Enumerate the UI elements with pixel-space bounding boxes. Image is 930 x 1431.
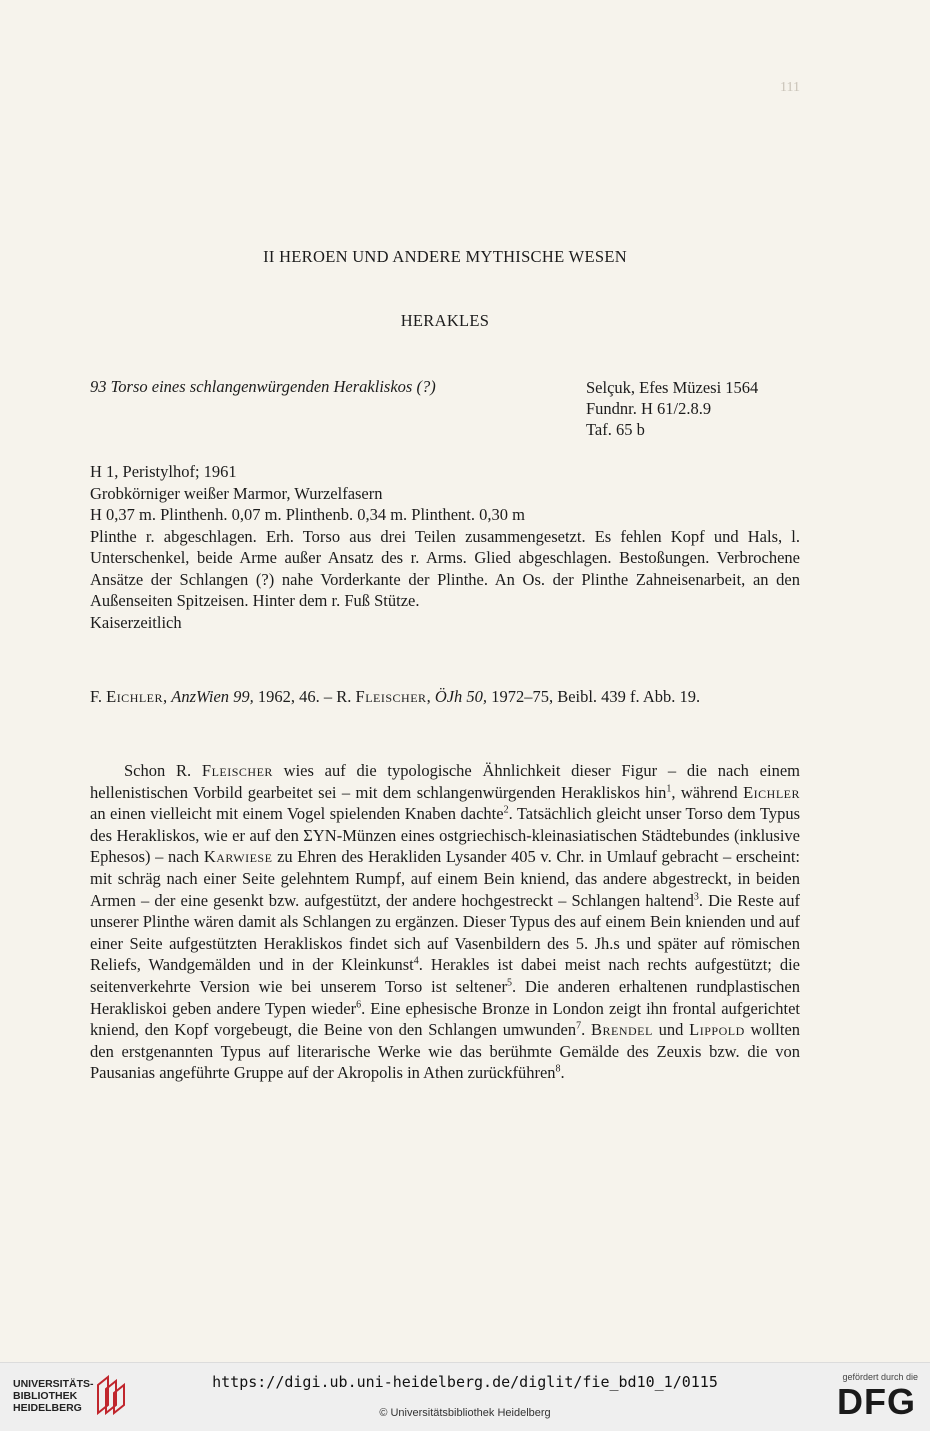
footnote-ref: 2	[503, 804, 509, 816]
funding-note: gefördert durch die	[842, 1372, 918, 1382]
footnote-ref: 8	[555, 1063, 561, 1075]
author-name: Karwiese	[203, 847, 273, 867]
ref-journal: AnzWien 99,	[171, 687, 254, 706]
author-name: Brendel	[591, 1020, 653, 1040]
condition-description: Plinthe r. abgeschlagen. Erh. Torso aus drei Teilen zusammengesetzt. Es fehlen Kopf und Hals, l. Unterschenkel, beide Arme außer Ansatz des r. Arms. Glied abgeschlagen. Bestoßungen. Verbrochene Ansätze der Schlangen (?) nahe Vorderkante der Plinthe. An Os. der Plinthe Zahneisenarbeit, an den Außenseiten Spitzeisen. Hinter dem r. Fuß Stütze.	[90, 526, 800, 610]
footnote-ref: 7	[576, 1020, 582, 1032]
logo-line: UNIVERSITÄTS-	[13, 1378, 94, 1390]
location-line: Selçuk, Efes Müzesi 1564	[586, 378, 759, 397]
ref-author: Eichler	[106, 687, 164, 706]
ref-text: ,	[163, 687, 172, 706]
entry-title: 93 Torso eines schlangenwürgenden Herakliskos (?)	[90, 377, 436, 396]
entry-location	[586, 377, 758, 440]
inventory-line: Fundnr. H 61/2.8.9	[586, 399, 712, 418]
author-name: Lippold	[689, 1020, 745, 1040]
ref-text: 1972–75, Beibl. 439 f. Abb. 19.	[487, 687, 701, 706]
dimensions-line: H 0,37 m. Plinthenh. 0,07 m. Plinthenb. 0,34 m. Plinthent. 0,30 m	[90, 505, 525, 524]
footnote-ref: 6	[356, 999, 362, 1011]
ref-author: Fleischer	[355, 687, 427, 706]
logo-line: BIBLIOTHEK	[13, 1390, 78, 1402]
author-name: Eichler	[743, 782, 800, 802]
ref-text: F.	[90, 687, 107, 706]
subsection-heading: HERAKLES	[400, 311, 490, 330]
commentary-paragraph: Schon R. Fleischer wies auf die typologische Ähnlichkeit dieser Figur – die nach einem hellenistischen Vorbild gearbeitet sei – mit dem schlangenwürgenden Herakliskos hin$^1$, während Eichler an einen vielleicht mit einem Vogel spielenden Knaben dachte$^2$. Tatsächlich gleicht unser Torso dem Typus des Herakliskos, wie er auf den ΣYN-Münzen eines ostgriechisch-kleinasiatischen Städtebundes (inklusive Ephesos) – nach Karwiese zu Ehren des Herakliden Lysander 405 v. Chr. in Umlauf gebracht – erscheint: mit schräg nach einer Seite gelehntem Rumpf, auf einem Bein kniend, das andere abgestreckt, in beiden Armen – der eine gesenkt bzw. aufgestützt, der andere hochgestreckt – Schlangen haltend$^3$. Die Reste auf unserer Plinthe wären damit als Schlangen zu ergänzen. Dieser Typus des auf einem Bein knienden und auf einer Seite aufgestützten Herakliskos findet sich auf Vasenbildern des 5. Jh.s und später auf römischen Reliefs, Wandgemälden und in der Kleinkunst$^4$. Herakles ist dabei meist nach rechts aufgestützt; die seitenverkehrte Version wie bei unserem Torso ist seltener$^5$. Die anderen erhaltenen rundplastischen Herakliskoi geben andere Typen wieder$^6$. Eine ephesische Bronze in London zeigt ihn frontal aufgerichtet kniend, den Kopf vorgebeugt, die Beine von den Schlangen umwunden$^7$. Brendel und Lippold wollten den erstgenannten Typus auf literarische Werke wie das berühmte Gemälde des Zeuxis bzw. die von Pausanias angeführte Gruppe auf der Akropolis in Athen zurückführen$^8$.	[90, 761, 801, 1083]
dfg-logo[interactable]: DFG	[837, 1381, 916, 1422]
material-line: Grobkörniger weißer Marmor, Wurzelfasern	[90, 483, 383, 503]
footnote-ref: 1	[666, 783, 672, 795]
entry-metadata	[90, 461, 800, 633]
bibliography	[90, 686, 800, 708]
footnote-ref: 5	[506, 977, 512, 989]
findspot-line: H 1, Peristylhof; 1961	[90, 462, 237, 481]
section-heading: II HEROEN UND ANDERE MYTHISCHE WESEN	[263, 247, 627, 266]
viewer-footer	[0, 1362, 930, 1431]
ref-text: ,	[426, 687, 435, 706]
author-name: Fleischer	[201, 761, 273, 780]
commentary	[90, 760, 800, 1084]
logo-line: HEIDELBERG	[13, 1402, 82, 1414]
ref-text: 1962, 46. – R.	[253, 687, 356, 706]
dating-line: Kaiserzeitlich	[90, 612, 182, 632]
bleed-through-page-number: 111	[780, 80, 800, 95]
ref-journal: ÖJh 50,	[434, 687, 488, 706]
permalink-url[interactable]: https://digi.ub.uni-heidelberg.de/diglit/fie_bd10_1/0115	[212, 1373, 718, 1391]
plate-line: Taf. 65 b	[586, 420, 645, 439]
footnote-ref: 4	[413, 955, 419, 967]
footnote-ref: 3	[693, 891, 699, 903]
copyright-notice: © Universitätsbibliothek Heidelberg	[379, 1407, 551, 1419]
